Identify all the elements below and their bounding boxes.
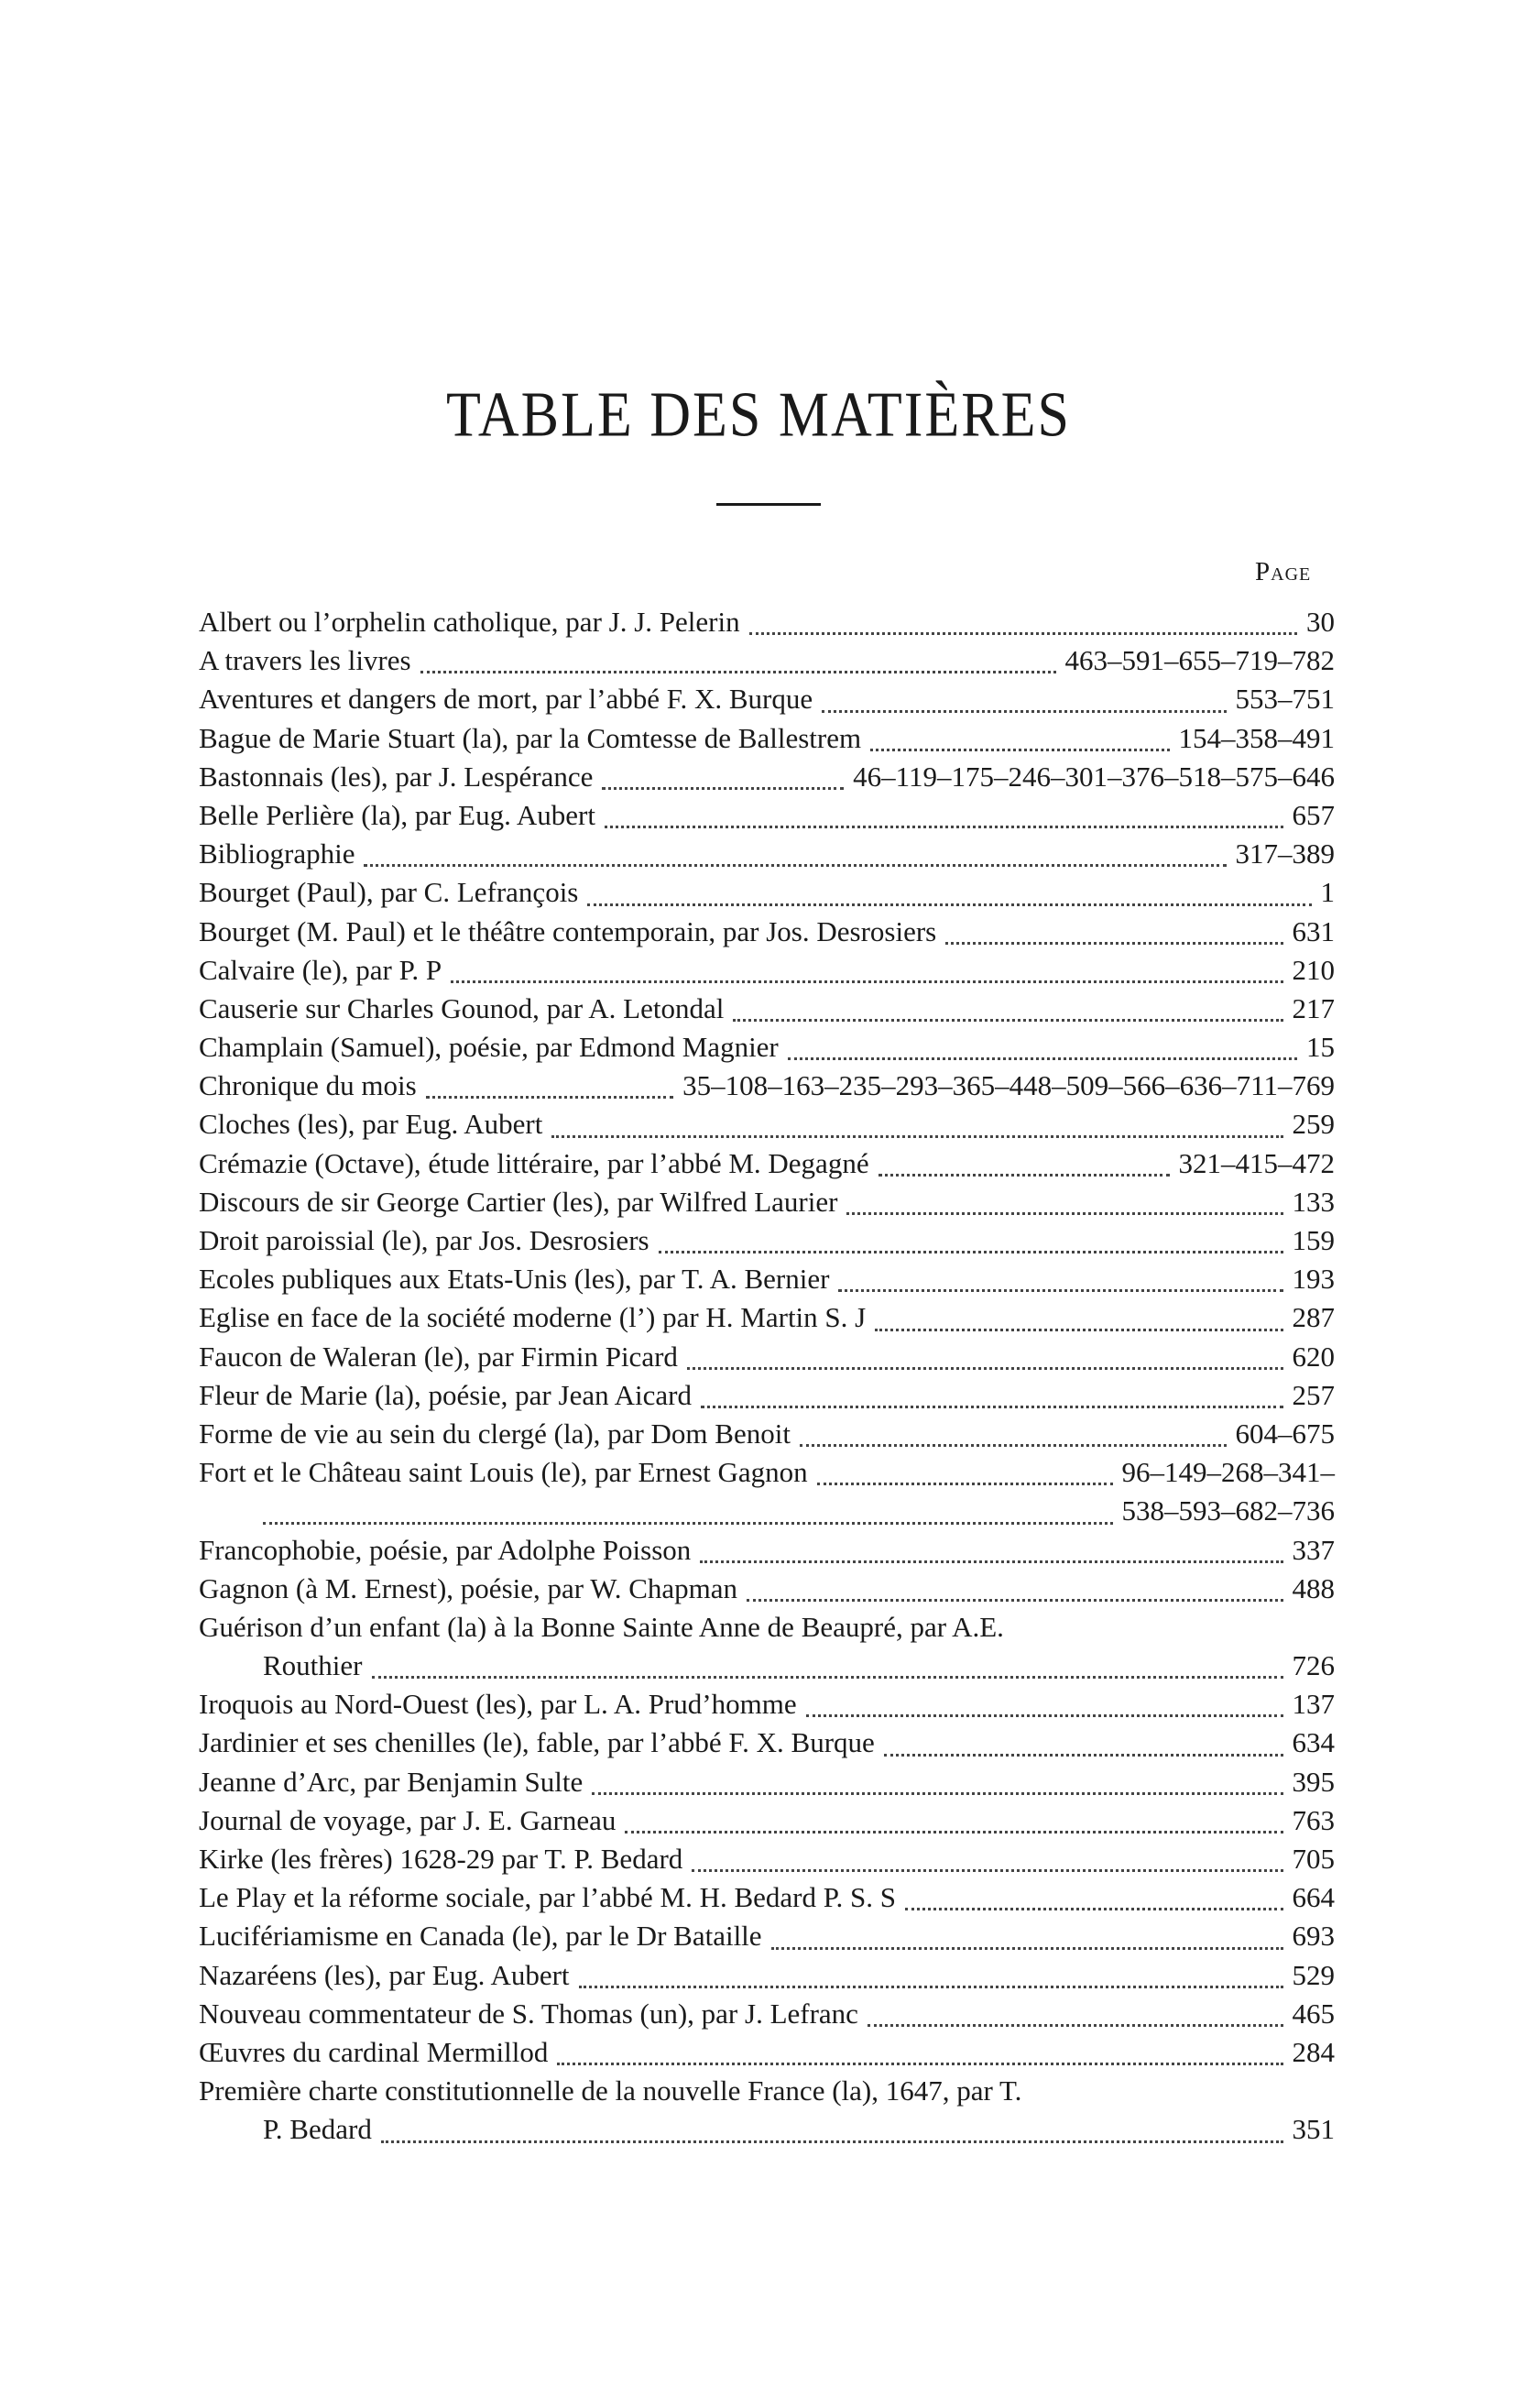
toc-entry-page: 15: [1306, 1031, 1335, 1064]
toc-entry-title: Albert ou l’orphelin catholique, par J. J. Pelerin: [199, 606, 740, 638]
toc-entry: [199, 641, 1335, 680]
toc-entry: [199, 1183, 1335, 1221]
toc-entry-title: Nouveau commentateur de S. Thomas (un), par J. Lefranc: [199, 1997, 858, 2030]
toc-entry-page: 287: [1292, 1301, 1335, 1334]
toc-entry-page: 726: [1292, 1649, 1335, 1682]
toc-entry-title: Fleur de Marie (la), poésie, par Jean Aicard: [199, 1378, 692, 1411]
toc-entry-title: Causerie sur Charles Gounod, par A. Letondal: [199, 991, 725, 1024]
toc-entry-page: 210: [1292, 953, 1335, 986]
toc-entry-title: Nazaréens (les), par Eug. Aubert: [199, 1958, 570, 1991]
toc-entry-page: 46–119–175–246–301–376–518–575–646: [853, 760, 1335, 793]
toc-entry: [199, 1105, 1335, 1144]
toc-entry: [199, 2110, 1335, 2149]
toc-entry-title: Chronique du mois: [199, 1069, 417, 1102]
toc-entry-title: Bastonnais (les), par J. Lespérance: [199, 760, 594, 793]
dot-leader: [747, 1599, 1282, 1602]
toc-entry-page: 463–591–655–719–782: [1064, 644, 1335, 677]
toc-entry-page: 631: [1292, 914, 1335, 947]
toc-entry: [199, 1801, 1335, 1840]
toc-entry-title: Première charte constitutionnelle de la nouvelle France (la), 1647, par T.: [199, 2074, 1022, 2107]
toc-entry-title: Forme de vie au sein du clergé (la), par Dom Benoit: [199, 1417, 791, 1450]
toc-entry-page: 763: [1292, 1803, 1335, 1836]
toc-entry-title: Droit paroissial (le), par Jos. Desrosiers: [199, 1224, 649, 1256]
toc-entry-title: Bague de Marie Stuart (la), par la Comtesse de Ballestrem: [199, 721, 862, 754]
toc-entry-title: Francophobie, poésie, par Adolphe Poisson: [199, 1533, 692, 1566]
toc-entry-page: 553–751: [1235, 683, 1335, 716]
toc-entry: [199, 1453, 1335, 1492]
dot-leader: [605, 826, 1283, 828]
dot-leader: [884, 1754, 1283, 1757]
toc-entry-title: Belle Perlière (la), par Eug. Aubert: [199, 798, 595, 831]
toc-entry-page: 257: [1292, 1378, 1335, 1411]
dot-leader: [579, 1986, 1283, 1988]
dot-leader: [800, 1444, 1227, 1447]
dot-leader: [587, 903, 1311, 906]
toc-entry-title: Œuvres du cardinal Mermillod: [199, 2035, 549, 2068]
toc-entry: [199, 1724, 1335, 1762]
toc-entry: [199, 1763, 1335, 1801]
toc-entry-title: Crémazie (Octave), étude littéraire, par l’abbé M. Degagné: [199, 1146, 869, 1179]
toc-entry: [199, 1570, 1335, 1608]
toc-entry: [199, 603, 1335, 641]
page-column-header: Page: [1255, 557, 1312, 586]
dot-leader: [788, 1057, 1297, 1060]
toc-entry-page: 657: [1292, 798, 1335, 831]
toc-entry: [199, 1376, 1335, 1415]
toc-entry: [199, 1840, 1335, 1878]
dot-leader: [420, 671, 1056, 673]
toc-entry-page: 35–108–163–235–293–365–448–509–566–636–711–769: [682, 1069, 1335, 1102]
toc-entry: [199, 1338, 1335, 1376]
dot-leader: [625, 1831, 1282, 1833]
toc-entry-page: 321–415–472: [1178, 1146, 1335, 1179]
toc-entry: [199, 1298, 1335, 1337]
toc-entry-page: 395: [1292, 1765, 1335, 1798]
toc-entry-page: 693: [1292, 1920, 1335, 1953]
toc-entry-title: Iroquois au Nord-Ouest (les), par L. A. Prud’homme: [199, 1688, 797, 1721]
page-title: TABLE DES MATIÈRES: [445, 379, 1072, 451]
toc-entry: [199, 2072, 1335, 2110]
dot-leader: [592, 1792, 1282, 1795]
toc-entry-page: 30: [1306, 606, 1335, 638]
dot-leader: [905, 1908, 1282, 1910]
dot-leader: [822, 710, 1226, 713]
toc-entry-title: Kirke (les frères) 1628-29 par T. P. Bedard: [199, 1843, 683, 1875]
dot-leader: [692, 1869, 1282, 1872]
dot-leader: [749, 632, 1297, 635]
toc-entry-title: Routhier: [263, 1649, 363, 1682]
toc-entry-title: Guérison d’un enfant (la) à la Bonne Sainte Anne de Beaupré, par A.E.: [199, 1610, 1004, 1643]
toc-entry: [199, 1067, 1335, 1105]
dot-leader: [875, 1329, 1282, 1331]
toc-entry: [199, 1492, 1335, 1530]
toc-entry-title: Aventures et dangers de mort, par l’abbé F. X. Burque: [199, 683, 813, 716]
toc-entry: [199, 873, 1335, 912]
toc-entry: [199, 680, 1335, 718]
dot-leader: [838, 1289, 1282, 1292]
toc-entry: [199, 719, 1335, 758]
table-of-contents: [199, 603, 1335, 2150]
toc-entry-title: Eglise en face de la société moderne (l’) par H. Martin S. J: [199, 1301, 867, 1334]
toc-entry-title: Fort et le Château saint Louis (le), par Ernest Gagnon: [199, 1456, 808, 1489]
toc-entry: [199, 1685, 1335, 1724]
toc-entry-title: Journal de voyage, par J. E. Garneau: [199, 1803, 617, 1836]
dot-leader: [426, 1096, 673, 1099]
dot-leader: [870, 749, 1169, 751]
toc-entry: [199, 1956, 1335, 1995]
toc-entry-page: 96–149–268–341–: [1121, 1456, 1335, 1489]
toc-entry-page: 538–593–682–736: [1121, 1494, 1335, 1527]
dot-leader: [817, 1483, 1113, 1485]
dot-leader: [551, 1135, 1282, 1138]
toc-entry-title: Discours de sir George Cartier (les), par Wilfred Laurier: [199, 1185, 838, 1218]
toc-entry-title: Faucon de Waleran (le), par Firmin Picard: [199, 1340, 678, 1373]
toc-entry: [199, 1647, 1335, 1685]
toc-entry-page: 529: [1292, 1958, 1335, 1991]
toc-entry-page: 1: [1320, 876, 1335, 909]
toc-entry-title: Jardinier et ses chenilles (le), fable, par l’abbé F. X. Burque: [199, 1726, 875, 1759]
toc-entry-page: 604–675: [1235, 1417, 1335, 1450]
toc-entry-title: Bibliographie: [199, 837, 355, 870]
toc-entry-title: Champlain (Samuel), poésie, par Edmond Magnier: [199, 1031, 779, 1064]
dot-leader: [659, 1251, 1283, 1253]
toc-entry: [199, 1531, 1335, 1570]
toc-entry-page: 465: [1292, 1997, 1335, 2030]
toc-entry: [199, 1221, 1335, 1260]
toc-entry-title: Ecoles publiques aux Etats-Unis (les), par T. A. Bernier: [199, 1263, 830, 1296]
dot-leader: [557, 2063, 1282, 2065]
toc-entry-page: 620: [1292, 1340, 1335, 1373]
toc-entry: [199, 1608, 1335, 1647]
toc-entry-title: Cloches (les), par Eug. Aubert: [199, 1108, 543, 1141]
toc-entry: [199, 990, 1335, 1028]
dot-leader: [602, 787, 844, 790]
dot-leader: [372, 1676, 1283, 1679]
toc-entry-page: 705: [1292, 1843, 1335, 1875]
title-rule: [716, 503, 821, 506]
toc-entry: [199, 1917, 1335, 1955]
toc-entry-page: 154–358–491: [1178, 721, 1335, 754]
toc-entry: [199, 913, 1335, 951]
toc-entry-title: Jeanne d’Arc, par Benjamin Sulte: [199, 1765, 584, 1798]
toc-entry-title: A travers les livres: [199, 644, 411, 677]
dot-leader: [868, 2024, 1283, 2027]
toc-entry: [199, 951, 1335, 990]
toc-entry: [199, 1028, 1335, 1067]
toc-entry-title: Bourget (M. Paul) et le théâtre contemporain, par Jos. Desrosiers: [199, 914, 937, 947]
toc-entry: [199, 1995, 1335, 2033]
toc-entry-page: 284: [1292, 2035, 1335, 2068]
dot-leader: [733, 1019, 1282, 1022]
toc-entry-page: 137: [1292, 1688, 1335, 1721]
dot-leader: [687, 1367, 1283, 1370]
toc-entry-page: 664: [1292, 1881, 1335, 1914]
toc-entry-title: P. Bedard: [263, 2113, 372, 2146]
toc-entry: [199, 1144, 1335, 1183]
dot-leader: [771, 1947, 1283, 1950]
toc-entry-page: 193: [1292, 1263, 1335, 1296]
toc-entry: [199, 1260, 1335, 1298]
dot-leader: [263, 1522, 1113, 1525]
dot-leader: [451, 980, 1282, 983]
dot-leader: [945, 942, 1282, 945]
toc-entry: [199, 1415, 1335, 1453]
toc-entry: [199, 758, 1335, 796]
dot-leader: [701, 1406, 1283, 1408]
toc-entry-page: 488: [1292, 1571, 1335, 1604]
toc-entry-page: 351: [1292, 2113, 1335, 2146]
toc-entry-page: 259: [1292, 1108, 1335, 1141]
toc-entry-page: 317–389: [1235, 837, 1335, 870]
dot-leader: [381, 2140, 1283, 2143]
toc-entry: [199, 796, 1335, 835]
toc-entry-page: 217: [1292, 991, 1335, 1024]
toc-entry-title: Calvaire (le), par P. P: [199, 953, 442, 986]
toc-entry-page: 159: [1292, 1224, 1335, 1256]
toc-entry-title: Lucifériamisme en Canada (le), par le Dr Bataille: [199, 1920, 762, 1953]
toc-entry-title: Bourget (Paul), par C. Lefrançois: [199, 876, 579, 909]
toc-entry-title: Le Play et la réforme sociale, par l’abbé M. H. Bedard P. S. S: [199, 1881, 897, 1914]
toc-entry: [199, 1878, 1335, 1917]
dot-leader: [846, 1212, 1282, 1215]
toc-entry-page: 634: [1292, 1726, 1335, 1759]
dot-leader: [806, 1714, 1283, 1717]
dot-leader: [700, 1560, 1282, 1563]
toc-entry-page: 337: [1292, 1533, 1335, 1566]
toc-entry: [199, 2033, 1335, 2072]
toc-entry: [199, 835, 1335, 873]
toc-entry-page: 133: [1292, 1185, 1335, 1218]
toc-entry-title: Gagnon (à M. Ernest), poésie, par W. Chapman: [199, 1571, 738, 1604]
dot-leader: [879, 1174, 1170, 1177]
dot-leader: [364, 864, 1226, 867]
